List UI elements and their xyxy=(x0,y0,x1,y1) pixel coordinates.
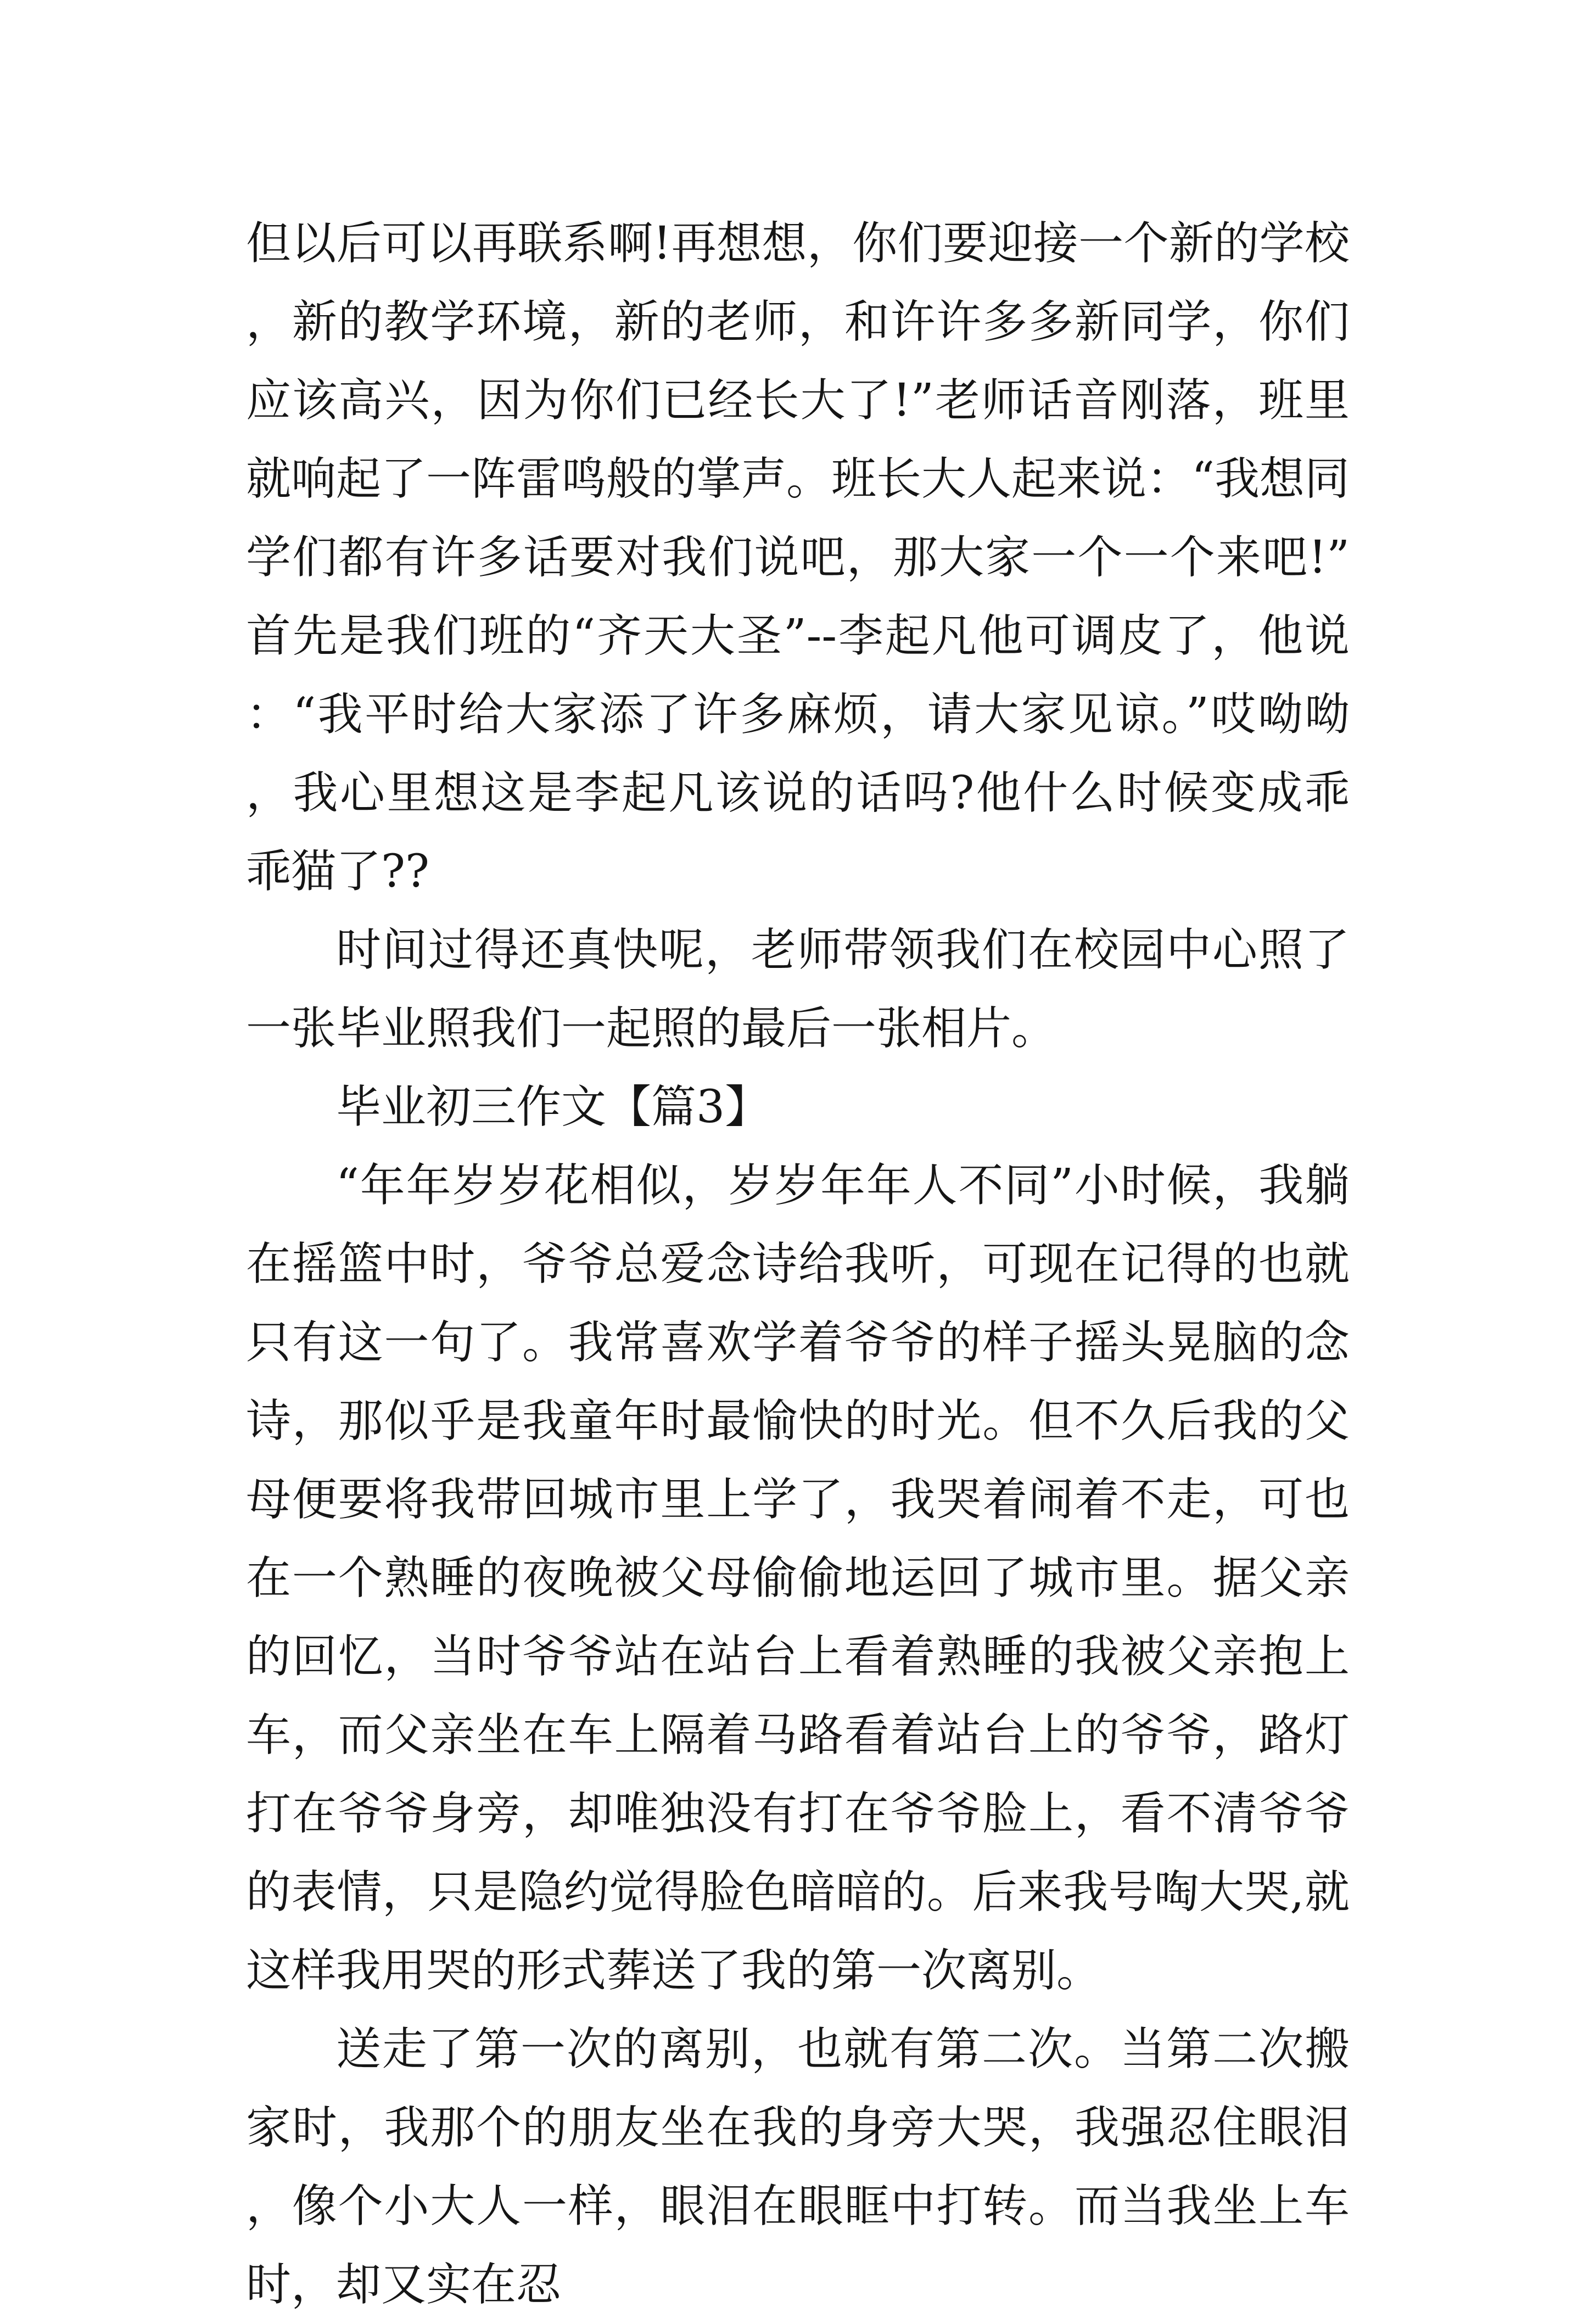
paragraph-first-farewell: “年年岁岁花相似，岁岁年年人不同”小时候，我躺在摇篮中时，爷爷总爱念诗给我听，可现在记得的也就只有这一句了。我常喜欢学着爷爷的样子摇头晃脑的念诗，那似乎是我童年时最愉快的时光。但不久后我的父母便要将我带回城市里上学了，我哭着闹着不走，可也在一个熟睡的夜晚被父母偷偷地运回了城市里。据父亲的回忆，当时爷爷站在站台上看着熟睡的我被父亲抱上车，而父亲坐在车上隔着马路看着站台上的爷爷，路灯打在爷爷身旁，却唯独没有打在爷爷脸上，看不清爷爷的表情，只是隐约觉得脸色暗暗的。后来我号啕大哭,就这样我用哭的形式葬送了我的第一次离别。 xyxy=(246,1160,1350,1997)
paragraph-continued: 但以后可以再联系啊!再想想，你们要迎接一个新的学校，新的教学环境，新的老师，和许许多多新同学，你们应该高兴，因为你们已经长大了!”老师话音刚落，班里就响起了一阵雷鸣般的掌声。班长大人起来说：“我想同学们都有许多话要对我们说吧，那大家一个一个来吧!”首先是我们班的“齐天大圣”--李起凡他可调皮了，他说：“我平时给大家添了许多麻烦，请大家见谅。”哎呦呦，我心里想这是李起凡该说的话吗?他什么时候变成乖乖猫了?? xyxy=(246,217,1350,898)
document-body xyxy=(246,204,1350,2324)
paragraph-graduation-photo: 时间过得还真快呢，老师带领我们在校园中心照了一张毕业照我们一起照的最后一张相片。 xyxy=(246,924,1350,1055)
paragraph-second-farewell: 送走了第一次的离别，也就有第二次。当第二次搬家时，我那个的朋友坐在我的身旁大哭，我强忍住眼泪，像个小大人一样，眼泪在眼眶中打转。而当我坐上车时，却又实在忍 xyxy=(246,2023,1350,2311)
section-heading: 毕业初三作文【篇3】 xyxy=(336,1081,770,1133)
